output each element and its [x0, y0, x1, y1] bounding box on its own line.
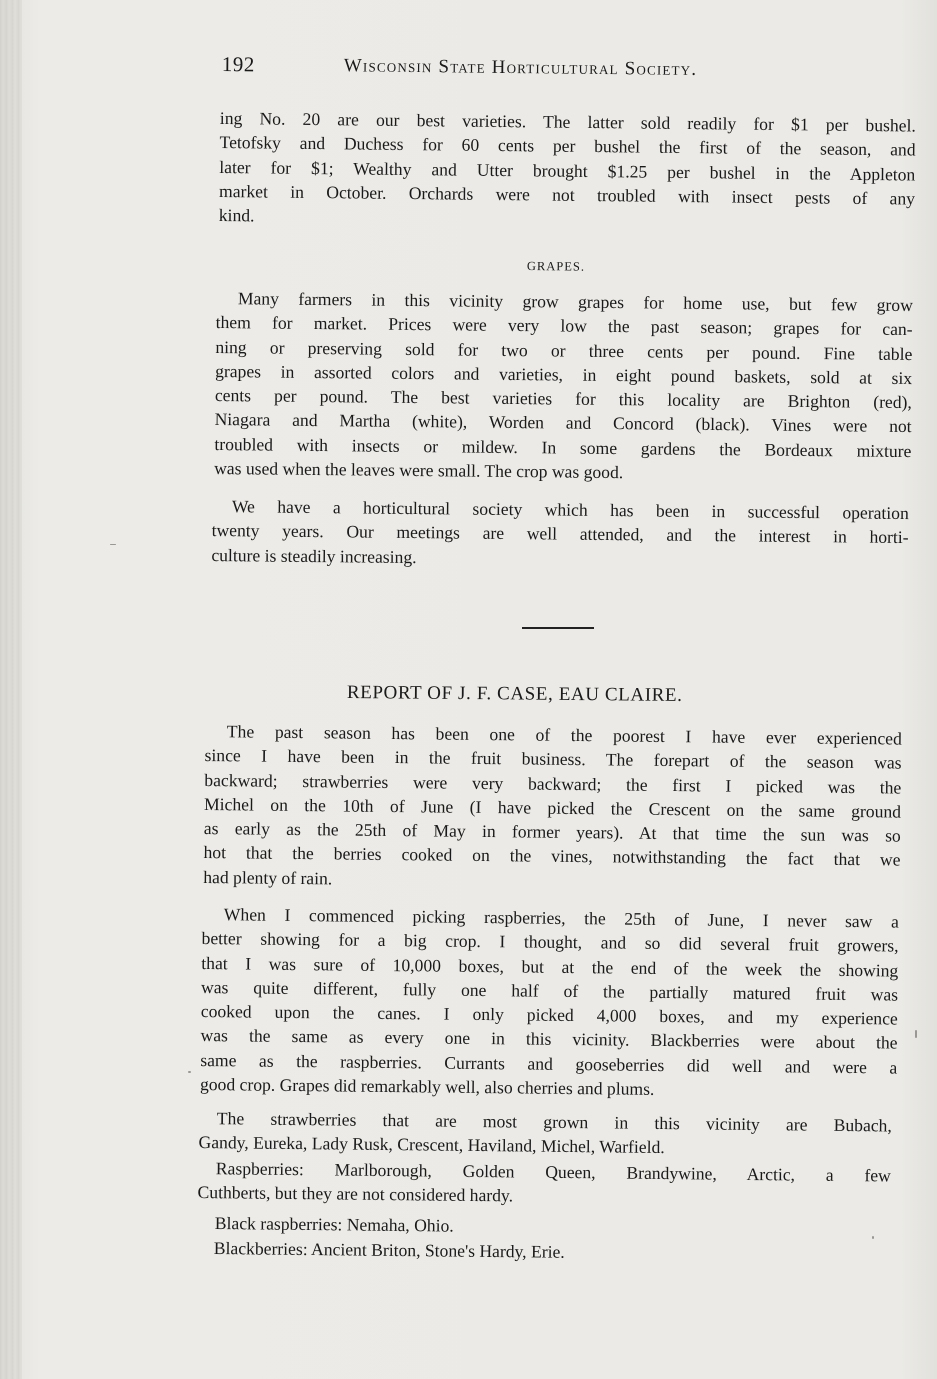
report-paragraph-3: [198, 1106, 891, 1162]
text-line: When I commenced picking raspberries, the 25th of June, I never saw a: [223, 904, 899, 932]
text-line: that I was sure of 10,000 boxes, but at the end of the week the showing: [201, 952, 899, 981]
section-divider: [522, 627, 594, 629]
report-paragraph-2: [200, 902, 899, 1104]
report-paragraph-4: [197, 1156, 890, 1212]
text-line: The strawberries that are most grown in this vicinity are Bubach,: [216, 1108, 892, 1136]
text-line: ing No. 20 are our best varieties. The latter sold readily for $1 per bushel.: [219, 107, 916, 136]
text-line: backward; strawberries were very backward; the first I picked was the: [204, 769, 902, 798]
text-line: better showing for a big crop. I thought, and so did several fruit growers,: [201, 928, 899, 956]
text-line: Tetofsky and Duchess for 60 cents per bushel the first of the season, and: [219, 132, 916, 160]
text-line: later for $1; Wealthy and Utter brought $1.25 per bushel in the Appleton: [219, 156, 916, 185]
grapes-paragraph-2: [211, 494, 909, 574]
text-line: was used when the leaves were small. The crop was good.: [214, 458, 624, 483]
text-line: Cuthberts, but they are not considered hardy.: [197, 1182, 514, 1206]
text-line: Blackberries: Ancient Briton, Stone's Hardy, Erie.: [213, 1237, 565, 1262]
text-line: as early as the 25th of May in former years). At that time the sun was so: [203, 818, 901, 846]
section-heading-grapes: GRAPES.: [526, 259, 586, 274]
report-paragraph-1: [203, 719, 902, 897]
text-line: Niagara and Martha (white), Worden and Concord (black). Vines were not: [214, 409, 912, 437]
text-line: grapes in assorted colors and varieties, in eight pound baskets, sold at six: [215, 360, 913, 388]
page-header: [222, 52, 822, 88]
text-line: market in October. Orchards were not troubled with insect pests of any: [218, 180, 916, 209]
text-line: cooked upon the canes. I only picked 4,000 boxes, and my experience: [200, 1001, 898, 1029]
text-line: Gandy, Eureka, Lady Rusk, Crescent, Haviland, Michel, Warfield.: [198, 1132, 665, 1158]
text-line: We have a horticultural society which has been in successful operation: [231, 496, 909, 524]
text-line: hot that the berries cooked on the vines, notwithstanding the fact that we: [203, 842, 901, 871]
text-line: cents per pound. The best varieties for this locality are Brighton (red),: [214, 385, 912, 413]
text-line: same as the raspberries. Currants and gooseberries did well and were a: [200, 1049, 898, 1078]
grapes-paragraph-1: [214, 286, 913, 487]
text-line: Raspberries: Marlborough, Golden Queen, Brandywine, Arctic, a few: [215, 1158, 891, 1186]
text-line: Black raspberries: Nemaha, Ohio.: [214, 1212, 454, 1236]
report-title: REPORT OF J. F. CASE, EAU CLAIRE.: [346, 682, 683, 706]
scan-speck: [872, 1236, 874, 1239]
text-line: was the same as every one in this vicinity. Blackberries were about the: [200, 1025, 898, 1054]
text-line: Michel on the 10th of June (I have picked the Crescent on the same ground: [203, 793, 902, 822]
text-line: culture is steadily increasing.: [211, 544, 417, 567]
page-gutter: [0, 0, 22, 1379]
intro-paragraph: [219, 106, 916, 235]
text-line: had plenty of rain.: [203, 866, 333, 889]
text-line: ning or preserving sold for two or three cents per pound. Fine table: [215, 336, 913, 364]
text-line: Many farmers in this vicinity grow grapes for home use, but few grow: [237, 288, 913, 316]
report-paragraph-5: [215, 1211, 615, 1240]
running-title: Wisconsin State Horticultural Society.: [343, 55, 698, 80]
scan-speck: [188, 1071, 191, 1073]
text-line: good crop. Grapes did remarkably well, also cherries and plums.: [199, 1074, 655, 1099]
scan-speck: [915, 1030, 917, 1038]
scan-speck: [110, 544, 116, 545]
text-line: them for market. Prices were very low the past season; grapes for can-: [215, 312, 913, 340]
text-line: The past season has been one of the poorest I have ever experienced: [226, 721, 902, 749]
text-line: kind.: [218, 205, 255, 226]
report-paragraph-6: [214, 1236, 734, 1266]
text-line: since I have been in the fruit business. The forepart of the season was: [204, 745, 902, 773]
text-line: was quite different, fully one half of the partially matured fruit was: [200, 976, 899, 1005]
text-line: twenty years. Our meetings are well attended, and the interest in horti-: [211, 520, 909, 548]
text-line: troubled with insects or mildew. In some gardens the Bordeaux mixture: [214, 433, 912, 461]
page-number: 192: [221, 52, 255, 77]
